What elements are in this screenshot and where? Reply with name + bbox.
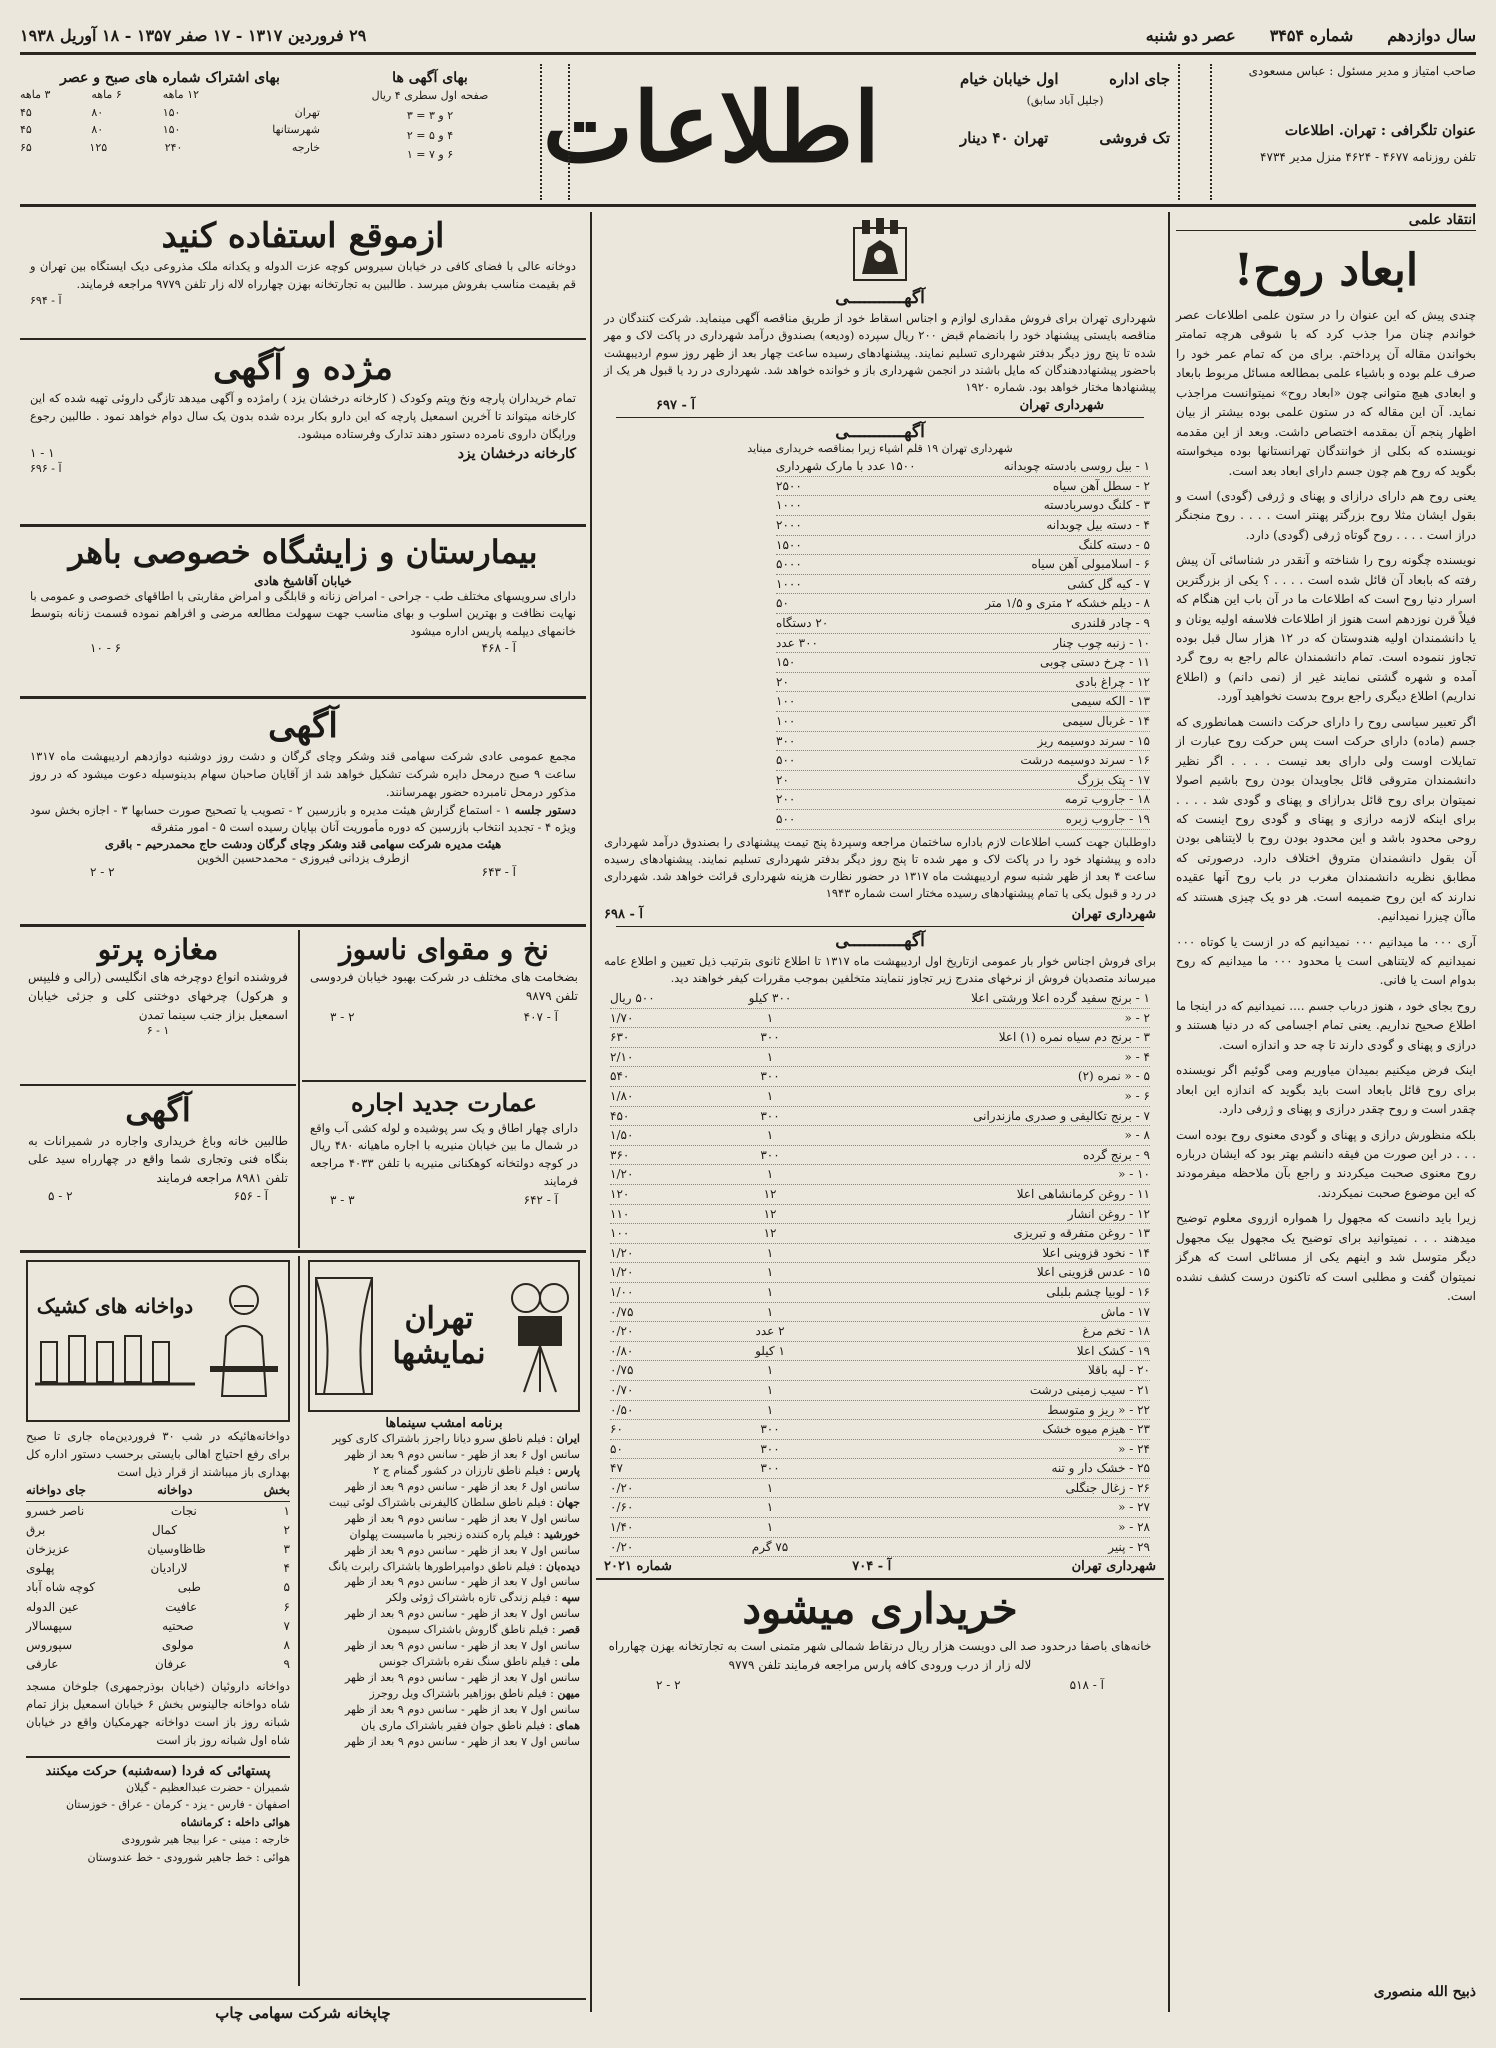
phones-line: تلفن روزنامه ۴۶۷۷ - ۴۶۲۴ منزل مدیر ۴۷۳۴ xyxy=(1260,150,1476,165)
agenda-label: دستور جلسه xyxy=(514,802,576,817)
science-column xyxy=(1176,212,1476,2012)
price-item: ۱۳ - روغن متفرقه و تبریزی ۱۲ ۱۰۰ xyxy=(610,1224,1150,1244)
notice3-ref: آ - ۷۰۴ xyxy=(852,1559,892,1575)
science-paragraph: یعنی روح هم دارای درازای و پهنای و ژرفی (گودی) است و بقول ایشان مثلا روح بزرگتر پهنتر است . . . . روح منجنگر دراز است . . . . روح گوتاه ژرفی (گودی) دارد. xyxy=(1176,488,1476,542)
notice2-footer: داوطلبان جهت کسب اطلاعات لازم باداره ساختمان مراجعه وسپردهٔ پنج تیمت پیشنهادی را بصندوق درآمد شهرداری داده و پیشنهاد خود را در پاکت لاک و مهر شده تا پنج روز دیگر بدفتر شهرداری تسلیم نمایند. پیشنهادهای رسیده ساعت ۴ بعد از ظهر شنبه سوم اردیبهشت ماه ۱۳۱۷ در حضور نظارت هزینه شهرداری قرائت خواهد شد. شهرداری در رد و قبول یکی یا تمام پیشنهادهای رسیده مختار است شماره ۱۹۴۳ xyxy=(604,834,1157,901)
cinema-listing xyxy=(308,1431,580,1750)
cinema-item: ملی : فیلم ناطق سنگ نقره باشتراک جونس سانس اول ۷ بعد از ظهر - سانس دوم ۹ بعد از ظهر xyxy=(344,1655,580,1685)
post-line: هوائی : خط جاهیر شورودی - خط عندوستان xyxy=(87,1850,290,1864)
ad-shareholders-title: آگهی xyxy=(268,706,338,746)
buy-ref: آ - ۵۱۸ xyxy=(1069,1678,1104,1693)
price-item: ۲۴ - « ۳۰۰ ۵۰ xyxy=(610,1440,1150,1460)
price-item: ۷ - برنج تکالیفی و صدری مازندرانی ۳۰۰ ۴۵۰ xyxy=(610,1107,1150,1127)
ad-real-estate-title: آگهی xyxy=(125,1091,191,1129)
notice2-item: ۱۵ - سرند دوسیمه ریز ۳۰۰ xyxy=(776,732,1150,752)
ad-gospel-text: تمام خریداران پارچه ونخ وپتم وکودک ( کارخانه درخشان یزد ) رامژده و آگهی میدهد تازگی داروئی تهیه شده که این کارخانه میتواند تا آخرین اسمعیل پارچه که این دارو بکار برده شده بدون یک سال دوام خواهد نمود . طالبین رجوع ورایگان داروی نامرده دستور دهند تدارک وفرستاده میشود. xyxy=(30,391,576,441)
pharmacy-row: ۱ نجات ناصر خسرو xyxy=(26,1503,290,1518)
ad-gospel-ref-2: ۱ - ۱ xyxy=(30,445,55,460)
price-item: ۲۶ - زغال جنگلی ۱ ۰/۲۰ xyxy=(610,1479,1150,1499)
subscription-row: تهران ۱۵۰ ۸۰ ۴۵ xyxy=(20,105,320,119)
ads-price-row-2: ۲ و ۳ = ۳ xyxy=(406,108,454,122)
notice2-item: ۴ - دسته بیل چوبدانه ۲۰۰۰ xyxy=(776,516,1150,536)
notice2-item: ۱ - بیل روسی بادسته چوبدانه ۱۵۰۰ عدد با مارک شهرداری xyxy=(776,457,1150,477)
volume: سال دوازدهم xyxy=(1387,25,1476,45)
edition: عصر دو شنبه xyxy=(1145,25,1236,45)
notice2-item: ۶ - اسلامبولی آهن سیاه ۵۰۰۰ xyxy=(776,555,1150,575)
price-item: ۱ - برنج سفید گرده اعلا ورشتی اعلا ۳۰۰ کیلو ۵۰۰ ریال xyxy=(610,989,1150,1009)
pharmacy-banner xyxy=(26,1260,290,1422)
price-item: ۹ - برنج گرده ۳۰۰ ۳۶۰ xyxy=(610,1146,1150,1166)
subscription-row: شهرستانها ۱۵۰ ۸۰ ۴۵ xyxy=(20,123,320,137)
ad-cardboard-title: نخ و مقوای ناسوز xyxy=(339,933,549,966)
notice2-item: ۱۰ - زنبه چوب چنار ۳۰۰ عدد xyxy=(776,634,1150,654)
ad-real-estate-text: طالبین خانه وباغ خریداری واجاره در شمیرانات به بنگاه فنی وتجاری شما واقع در چهارراه سید علی تلفن ۸۹۸۱ مراجعه فرمایند xyxy=(28,1133,288,1185)
ad-gospel-signature: کارخانه درخشان یزد xyxy=(457,445,576,462)
buy-ref-2: ۲ - ۲ xyxy=(656,1678,681,1693)
cinema-item: ایران : فیلم ناطق سرو دیانا راجرز باشتراک کاری کوپر سانس اول ۶ بعد از ظهر - سانس دوم ۹ بعد از ظهر xyxy=(332,1432,580,1461)
pharmacy-box xyxy=(20,1256,296,1996)
price-item: ۳ - برنج دم سیاه نمره (۱) اعلا ۳۰۰ ۶۳۰ xyxy=(610,1028,1150,1048)
pharmacy-row: ۵ طبی کوچه شاه آباد xyxy=(26,1580,290,1595)
notice2-item: ۵ - دسته کلنگ ۱۵۰۰ xyxy=(776,536,1150,556)
price-item: ۱۲ - روغن انشار ۱۲ ۱۱۰ xyxy=(610,1205,1150,1225)
cinema-item: دیده‌بان : فیلم ناطق دوامپراطورها باشتراک رابرت یانگ سانس اول ۷ بعد از ظهر - سانس دوم ۹ بعد از ظهر xyxy=(328,1559,580,1589)
science-kicker: انتقاد علمی xyxy=(1176,212,1476,231)
price-item: ۲۸ - « ۱ ۱/۴۰ xyxy=(610,1518,1150,1538)
ad-cardboard-text: بضخامت های مختلف در شرکت بهبود خیابان فردوسی تلفن ۹۸۷۹ xyxy=(310,970,578,1003)
pharmacy-header: بخش دواخانه جای دواخانه xyxy=(26,1481,290,1501)
issue-date: ۲۹ فروردین ۱۳۱۷ - ۱۷ صفر ۱۳۵۷ - ۱۸ آوریل ۱۹۳۸ xyxy=(20,25,367,45)
price-item: ۱۵ - عدس قزوینی اعلا ۱ ۱/۲۰ xyxy=(610,1263,1150,1283)
ad-building xyxy=(302,1084,586,1248)
agenda-text: ۱ - استماع گزارش هیئت مدیره و بازرسین ۲ - تصویب یا تصحیح صورت حسابها ۳ - اجازه بخش سود ویژه ۴ - تجدید انتخاب بازرسین که دوره مأموریت آنان بپایان رسیده است ۵ - امور متفرقه xyxy=(30,802,576,835)
pharmacy-row: ۸ مولوی سپوروس xyxy=(26,1637,290,1652)
notice2-ref: آ - ۶۹۸ xyxy=(604,906,644,922)
notice3-number: شماره ۲۰۲۱ xyxy=(604,1559,672,1575)
price-item: ۱۶ - لوبیا چشم بلبلی ۱ ۱/۰۰ xyxy=(610,1283,1150,1303)
price-item: ۲۱ - سیب زمینی درشت ۱ ۰/۷۰ xyxy=(610,1381,1150,1401)
owner-block xyxy=(1216,62,1476,202)
price-item: ۲۷ - « ۱ ۰/۶۰ xyxy=(610,1498,1150,1518)
cinema-subtitle: برنامه امشب سینماها xyxy=(385,1416,503,1431)
price-item: ۲۰ - لپه باقلا ۱ ۰/۷۵ xyxy=(610,1361,1150,1381)
ad-hospital-ref: آ - ۴۶۸ xyxy=(481,641,516,656)
ad-opportunity-ref: آ - ۶۹۴ xyxy=(30,293,62,307)
science-title: ابعاد روح! xyxy=(1233,245,1419,296)
price-item: ۱۴ - نخود قزوینی اعلا ۱ ۱/۲۰ xyxy=(610,1244,1150,1264)
notice1-text: شهرداری تهران برای فروش مقداری لوازم و اجناس اسقاط خود از طریق مناقصه آگهی مینماید. شرکت کنندگان در مناقصه بایستی پیشنهاد خود را بانضمام قبض ۲۰۰ ریال سپرده (ودیعه) بصندوق درآمد شهرداری در پاکت لاک و مهر شده تا پنج روز دیگر بدفتر شهرداری تسلیم نمایند. پیشنهادهای رسیده ساعت چهار بعد از ظهر روز سوم اردیبهشت باحضور پیشنهاددهندگان که مایل باشند در انجمن شهرداری باز و خوانده خواهد شد. شهرداری در رد یا قبول هر یک از پیشنهادها مختار خواهد بود. شماره ۱۹۲۰ xyxy=(604,311,1156,394)
subscription-title: بهای اشتراک شماره های صبح و عصر xyxy=(60,70,280,86)
film-projector-icon xyxy=(504,1276,574,1396)
cinema-item: خورشید : فیلم پاره کننده زنجیر با ماسیست پهلوان سانس اول ۷ بعد از ظهر - سانس دوم ۹ بعد از ظهر xyxy=(344,1527,580,1557)
ad-shareholders-ref: آ - ۶۴۳ xyxy=(481,865,516,880)
ads-price-title: بهای آگهی ها xyxy=(392,70,468,86)
notice3-signature: شهرداری تهران xyxy=(1071,1559,1156,1575)
science-paragraph: اگر تعبیر سیاسی روح را دارای حرکت دانست همانطوری که جسم (ماده) دارای حرکت است پس حرکت روح عبارت از تمایلات اوست ولی دارای بعد نیست . . . . اگر نظیر دانشمندان متروقی قائل بجاویدان بودن روح باشیم اصولا نمیتوان برای روح قائل بدرازای و پهنای و گودی شد . . . . برای اینکه لازمه درازی و پهنای و گودی روح اینست که روحی محدود باشد و این محدود بودن روح با لایتناهی بودن آن بقول دانشمندان متروق اختلاف دارد. درصورتی که مطابق نظریه دانشمندان مغرب در باب روح آنها عقیده ندارند که این روح ضمیمه است. هر دو یک چیزی هستند که ماآن چیزرا نمیدانیم. xyxy=(1176,714,1476,924)
pharmacy-row: ۹ عرفان عارفی xyxy=(26,1657,290,1672)
price-item: ۲ - « ۱ ۱/۷۰ xyxy=(610,1009,1150,1029)
buy-text: خانه‌های باصفا درحدود صد الی دویست هزار ریال درنقاط شمالی شهر متمنی است به تجارتخانه بهزن چهارراه لاله زار از درب ورودی کافه پارس مراجعه فرمایند تلفن ۹۷۷۹ xyxy=(608,1639,1152,1672)
notice1-ref: آ - ۶۹۷ xyxy=(656,398,696,414)
science-paragraph: بلکه منظورش درازی و پهنای و گودی معنوی روح بوده است . . . در این صورت من فیقه دانشم بهتر بود که ایشان درباره روح معنوی صحبت میکردند و راجع بآن ملاحظه میفرمودند که این موضوع صحبت نمیکردند. xyxy=(1176,1127,1476,1200)
office-block xyxy=(960,70,1170,200)
cinema-item: جهان : فیلم ناطق سلطان کالیفرنی باشتراک لوئی تیبت سانس اول ۷ بعد از ظهر - سانس دوم ۹ بعد از ظهر xyxy=(329,1495,580,1525)
ad-opportunity-text: دوخانه عالی با فضای کافی در خیابان سیروس کوچه عزت الدوله و یکدانه ملک مذروعی دیک ایستگاه بین تهران و قم بقیمت مناسب بفروش میرسد . طالبین به تجارتخانه بهزن چهارراه لاله زار تلفن ۹۷۷۹ مراجعه فرمایند. xyxy=(30,259,576,291)
ad-gospel-title: مژده و آگهی xyxy=(213,348,393,388)
issue-number: شماره ۳۴۵۴ xyxy=(1269,25,1354,45)
ad-hospital-title: بیمارستان و زایشگاه خصوصی باهر xyxy=(68,533,538,571)
post-line: شمیران - حضرت عبدالعظیم - گیلان xyxy=(125,1780,290,1794)
notice2-item: ۱۶ - سرند دوسیمه درشت ۵۰۰ xyxy=(776,751,1150,771)
ad-building-ref: آ - ۶۴۲ xyxy=(523,1192,558,1207)
notice2-item: ۱۳ - الکه سیمی ۱۰۰ xyxy=(776,692,1150,712)
science-paragraph: اینک فرض میکنیم بمیدان میاوریم ومی گوئیم اگر نویسنده برای روح قائل بابعاد است باید بگوید که اندازه این ابعاد چقدر است و روح چقدر درازی و پهنای و ژرفی دارد. xyxy=(1176,1063,1476,1117)
cinema-item: میهن : فیلم ناطق بوزاهیر باشتراک ویل روجرز سانس اول ۷ بعد از ظهر - سانس دوم ۹ بعد از ظهر xyxy=(344,1687,580,1716)
price-item: ۲۲ - « ریز و متوسط ۱ ۰/۵۰ xyxy=(610,1401,1150,1421)
notice2-item: ۱۹ - جاروب زبره ۵۰۰ xyxy=(776,810,1150,830)
pharmacy-row: ۳ ظاظاوسیان عزیزخان xyxy=(26,1542,290,1556)
ad-real-estate-ref: آ - ۶۵۶ xyxy=(233,1189,268,1204)
notice3-title: آگهـــــــــــی xyxy=(835,930,925,951)
price-item: ۵ - « نمره (۲) ۳۰۰ ۵۴۰ xyxy=(610,1067,1150,1087)
science-author: ذبیح الله منصوری xyxy=(1373,1984,1476,2000)
cinema-banner xyxy=(308,1260,580,1412)
telegraph-line: عنوان تلگرافی : تهران. اطلاعات xyxy=(1284,122,1476,139)
notice2-signature: شهرداری تهران xyxy=(1071,906,1156,922)
ad-real-estate xyxy=(20,1088,296,1248)
post-line: اصفهان - فارس - یزد - کرمان - عراق - خوزستان xyxy=(65,1798,290,1812)
cinema-item: قصر : فیلم ناطق گاروش باشتراک سیمون سانس اول ۷ بعد از ظهر - سانس دوم ۹ بعد از ظهر xyxy=(344,1623,580,1653)
notice2-item: ۹ - چادر قلندری ۲۰ دستگاه xyxy=(776,614,1150,634)
center-column xyxy=(596,212,1164,2012)
ads-price-row-1: صفحه اول سطری ۴ ریال xyxy=(371,89,489,102)
notice3-price-list xyxy=(610,989,1150,1557)
science-paragraph: زیرا باید دانست که مجهول را همواره ازروی معلوم توضیح میدهند . . . نمیتوانید برای توضیح یک مجهول بیک مجهول دیگر متوسل شد و اینهم یکی از مسائلی است که هرگز نمیتوان گفت و مطلبی است که تاکنون درست کشف نشده است. xyxy=(1176,1211,1476,1303)
notice2-item: ۸ - دیلم خشکه ۲ متری و ۱/۵ متر ۵۰ xyxy=(776,594,1150,614)
owner-line: صاحب امتیاز و مدیر مسئول : عباس مسعودی xyxy=(1248,64,1476,78)
science-paragraph: آری ۰۰۰ ما میدانیم ۰۰۰ نمیدانیم که در ازست یا کوتاه ۰۰۰ نمیدانیم که لایتناهی است یا محدود ۰۰۰ ما میدانیم که روح بدوام است یا فانی. xyxy=(1176,934,1477,988)
subscription-row: خارجه ۲۴۰ ۱۲۵ ۶۵ xyxy=(20,140,320,154)
ad-building-text: دارای چهار اطاق و یک سر پوشیده و لوله کشی آب واقع در شمال ما بین خیابان منیریه با اجاره ماهیانه ۴۸۰ ریال در کوچه دولتخانه کوهکنانی منیریه با تلفن ۴۰۳۳ مراجعه فرمایند xyxy=(310,1120,578,1189)
ad-perto-shop xyxy=(20,930,296,1080)
subscription-header: ۱۲ ماهه ۶ ماهه ۳ ماهه xyxy=(20,88,200,101)
notice2-item-list xyxy=(776,457,1150,829)
ad-perto-title: مغازه پرتو xyxy=(97,933,219,966)
single-price: تهران ۴۰ دینار xyxy=(960,129,1049,147)
post-line: هوائی داخله : کرمانشاه xyxy=(180,1815,290,1829)
notice2-intro: شهرداری تهران ۱۹ قلم اشیاء زیرا بمناقصه خریداری میناید xyxy=(747,442,1013,456)
ad-hospital-subtitle: خیابان آقاشیخ هادی xyxy=(254,573,352,588)
municipality-emblem-icon xyxy=(848,218,912,284)
pharmacy-text: دواخانه‌هائیکه در شب ۳۰ فروردین‌ماه جاری تا صبح برای رفع احتیاج اهالی بایستی برحسب دستور اداره کل بهداری باز میباشند از قرار ذیل است xyxy=(26,1429,290,1479)
pharmacy-row: ۶ عافیت عین الدوله xyxy=(26,1599,290,1614)
cinema-item: سپه : فیلم زندگی تازه باشتراک ژوئی ولکر سانس اول ۷ بعد از ظهر - سانس دوم ۹ بعد از ظهر xyxy=(344,1591,580,1621)
ad-building-title: عمارت جدید اجاره xyxy=(350,1088,538,1117)
ad-real-estate-ref-2: ۲ - ۵ xyxy=(48,1189,73,1204)
ad-shareholders xyxy=(20,702,586,920)
cinema-title: تهران نمایشها xyxy=(392,1301,486,1371)
notice1-signature: شهرداری تهران xyxy=(1019,398,1104,414)
price-item: ۶ - « ۱ ۱/۸۰ xyxy=(610,1087,1150,1107)
office-address: اول خیابان خیام xyxy=(960,70,1059,88)
post-title: پستهائی که فردا (سه‌شنبه) حرکت میکنند xyxy=(45,1763,271,1779)
ad-hospital-ref-2: ۶ - ۱۰ xyxy=(90,641,122,656)
notice2-item: ۷ - کیه گل کشی ۱۰۰۰ xyxy=(776,575,1150,595)
notice2-item: ۱۴ - غربال سیمی ۱۰۰ xyxy=(776,712,1150,732)
notice2-item: ۳ - کلنگ دوسربادسته ۱۰۰۰ xyxy=(776,496,1150,516)
price-item: ۴ - « ۱ ۲/۱۰ xyxy=(610,1048,1150,1068)
price-item: ۲۵ - خشک دار و تنه ۳۰۰ ۴۷ xyxy=(610,1459,1150,1479)
office-label: جای اداره xyxy=(1109,70,1170,88)
price-item: ۱۸ - تخم مرغ ۲ عدد ۰/۲۰ xyxy=(610,1322,1150,1342)
price-item: ۸ - « ۱ ۱/۵۰ xyxy=(610,1126,1150,1146)
ad-hospital xyxy=(20,530,586,692)
post-line: خارجه : مینی - عرا بیجا هیر شورودی xyxy=(121,1833,290,1847)
ad-gospel-ref: آ - ۶۹۶ xyxy=(30,461,62,475)
ad-shareholders-names: ازطرف یزدانی فیروزی - محمدحسین الخوین xyxy=(196,851,410,866)
single-label: تک فروشی xyxy=(1099,129,1170,147)
office-note: (جلیل آباد سابق) xyxy=(1026,94,1104,107)
pharmacy-row: ۷ صحتیه سپهسالار xyxy=(26,1618,290,1633)
stage-curtain-icon xyxy=(314,1276,374,1396)
printer-credit: چاپخانه شرکت سهامی چاپ xyxy=(215,2004,391,2022)
pharmacy-title: دواخانه های کشیک xyxy=(36,1294,194,1318)
ad-opportunity xyxy=(20,212,586,334)
pharmacy-extra: دواخانه داروئیان (خیابان بوذرجمهری) جلوخان مسجد شاه دواخانه جالینوس بخش ۶ خیابان اسمعیل بزاز تمام شبانه روز باز است دواخانه جهرمکیان واقع در خیابان شاه اول شبانه روز باز است xyxy=(26,1679,290,1747)
price-item: ۱۱ - روغن کرمانشاهی اعلا ۱۲ ۱۲۰ xyxy=(610,1185,1150,1205)
cinema-box xyxy=(302,1256,586,1966)
subscription-block xyxy=(20,70,320,200)
price-item: ۲۹ - پنیر ۷۵ گرم ۰/۲۰ xyxy=(610,1538,1150,1558)
ad-building-ref-2: ۳ - ۳ xyxy=(330,1192,355,1207)
science-body xyxy=(1176,306,1476,1306)
masthead-topline xyxy=(20,20,1476,50)
pharmacy-row: ۴ لارادیان پهلوی xyxy=(26,1561,290,1576)
ad-perto-ref: ۱ - ۶ xyxy=(146,1024,170,1038)
bottles-icon xyxy=(32,1328,198,1388)
ads-price-row-4: ۶ و ۷ = ۱ xyxy=(406,148,454,162)
pharmacist-illustration-icon xyxy=(204,1276,284,1406)
notice2-item: ۱۲ - چراغ بادی ۲۰ xyxy=(776,673,1150,693)
cinema-item: همای : فیلم ناطق جوان فقیر باشتراک ماری یان سانس اول ۷ بعد از ظهر - سانس دوم ۹ بعد از ظهر xyxy=(344,1718,580,1748)
newspaper-title: اطلاعات xyxy=(542,71,880,184)
ad-shareholders-text: مجمع عمومی عادی شرکت سهامی قند وشکر وچای گرگان و دشت روز دوشنبه دوازدهم اردیبهشت ماه ۱۳۱۷ ساعت ۹ صبح درمحل دایره شرکت تشکیل خواهد شد از آقایان صاحبان سهام بدینوسیله دعوت میشود که در روز مذکور درمحل نامبرده حضور بهمرسانند. xyxy=(30,749,577,799)
ad-hospital-text: دارای سرویسهای مختلف طب - جراحی - امراض زنانه و قابلگی و امراض مقاربتی با اطاقهای خصوصی و عمومی با نهایت نظافت و بهترین اسلوب و بهای مناسب جهت سهولت مطالعه مرضی و افراهم نموده قسمت زنانه بتوسط خانمهای دیپلمه پاریس اداره میشود xyxy=(30,588,576,639)
price-item: ۱۹ - کشک اعلا ۱ کیلو ۰/۸۰ xyxy=(610,1342,1150,1362)
notice3-intro: برای فروش اجناس خوار بار عمومی ازتاریخ اول اردیبهشت ماه ۱۳۱۷ تا اطلاع ثانوی بترتیب ذیل تعیین و اطلاع عامه میرساند متصدیان فروش از نرخهای مندرج زیر تجاوز ننمایند متخلفین بموجب مقررات کیفر خواهند دید. xyxy=(604,953,1156,985)
cinema-item: پارس : فیلم ناطق تارزان در کشور گمنام ج ۲ سانس اول ۶ بعد از ظهر - سانس دوم ۹ بعد از ظهر xyxy=(344,1463,580,1493)
price-item: ۱۷ - ماش ۱ ۰/۷۵ xyxy=(610,1303,1150,1323)
notice2-item: ۲ - سطل آهن سیاه ۲۵۰۰ xyxy=(776,477,1150,497)
science-paragraph: چندی پیش که این عنوان را در ستون علمی اطلاعات عصر خواندم چنان مرا جذب کرد که با شوقی هرچه تمامتر بخواندن مقاله آن پرداختم. برای من که تمام عمر خود را صرف علم بوده و باشیاء علمی بمطالعه مسائل مربوط بابعاد و ابعادی هیچ متوانی چون «ابعاد روح» نمیتوانست مراجذب نماید. آن این مقاله که در ستون علمی بوده بیشتر از بیان اظهار پنجم آن بمقدمه اختصاص داشت. وبعد از این مقدمه نویسنده که بکلی از خوانندگان تهرانستانها بوده میخواسته بگوید که روح هم چون جسم دارای ابعاد بعد است. xyxy=(1176,308,1476,478)
ad-cardboard xyxy=(302,930,586,1076)
science-paragraph: نویسنده چگونه روح را شناخته و آنقدر در شناسائی آن پیش رفته که بابعاد آن قائل شده است . . . . ؟ یکی از بزرگترین اسرار دنیا روح است که اطلاعات ما در آن باب این هنگام که فیلاً قرن نوزدهم است هنوز از اطلاعات فلاسفه اولیه یونان و یا دانشمندان اولیه هندوستان که در ۱۲ هزار سال قبل بوده تجاوز ننموده است. تمام دانشمندان عالم راجع به روح گرد آمده و شهره گشتی نمایند غیر از (نمی دانم) و (اطلاع نداریم) اطلاع دیگری راجع بروح بدست نخواهید آورد. xyxy=(1176,553,1476,704)
pharmacy-row: ۲ کمال برق xyxy=(26,1522,290,1537)
ad-perto-text: فروشنده انواع دوچرخه های انگلیسی (رالی و فلیپس و هرکول) چرخهای دوختنی کلی و جزئی خیابان اسمعیل بزاز جنب سینما تمدن xyxy=(27,970,288,1022)
ad-shareholders-ref-2: ۲ - ۲ xyxy=(90,865,115,880)
science-paragraph: روح بجای خود ، هنوز درباب جسم .... نمیدانیم که در اینجا ما اطلاع صحیح نداریم. یعنی تمام اجسامی که در دنیا هستند و درازی و پهنای و گودی دارند تا چه حد و اندازه است. xyxy=(1176,998,1476,1052)
ad-cardboard-ref-2: ۲ - ۳ xyxy=(330,1009,355,1024)
ads-price-row-3: ۴ و ۵ = ۲ xyxy=(406,128,454,142)
notice1-title: آگهـــــــــــی xyxy=(835,288,925,308)
ad-gospel xyxy=(20,344,586,520)
ad-shareholders-signature: هیئت مدیره شرکت سهامی قند وشکر وچای گرگان ودشت حاج محمدرحیم - باقری xyxy=(104,837,502,852)
notice2-title: آگهـــــــــــی xyxy=(835,422,925,443)
price-item: ۱۰ - « ۱ ۱/۲۰ xyxy=(610,1165,1150,1185)
notice2-item: ۱۱ - چرخ دستی چوبی ۱۵۰ xyxy=(776,653,1150,673)
notice2-item: ۱۸ - جاروب ترمه ۲۰۰ xyxy=(776,790,1150,810)
buy-title: خریداری میشود xyxy=(742,1584,1018,1634)
ad-opportunity-title: ازموقع استفاده کنید xyxy=(161,216,445,256)
ad-cardboard-ref: آ - ۴۰۷ xyxy=(523,1009,558,1024)
ads-price-block xyxy=(330,70,530,200)
price-item: ۲۳ - هیزم میوه خشک ۳۰۰ ۶۰ xyxy=(610,1420,1150,1440)
notice2-item: ۱۷ - پتک بزرگ ۲۰ xyxy=(776,771,1150,791)
